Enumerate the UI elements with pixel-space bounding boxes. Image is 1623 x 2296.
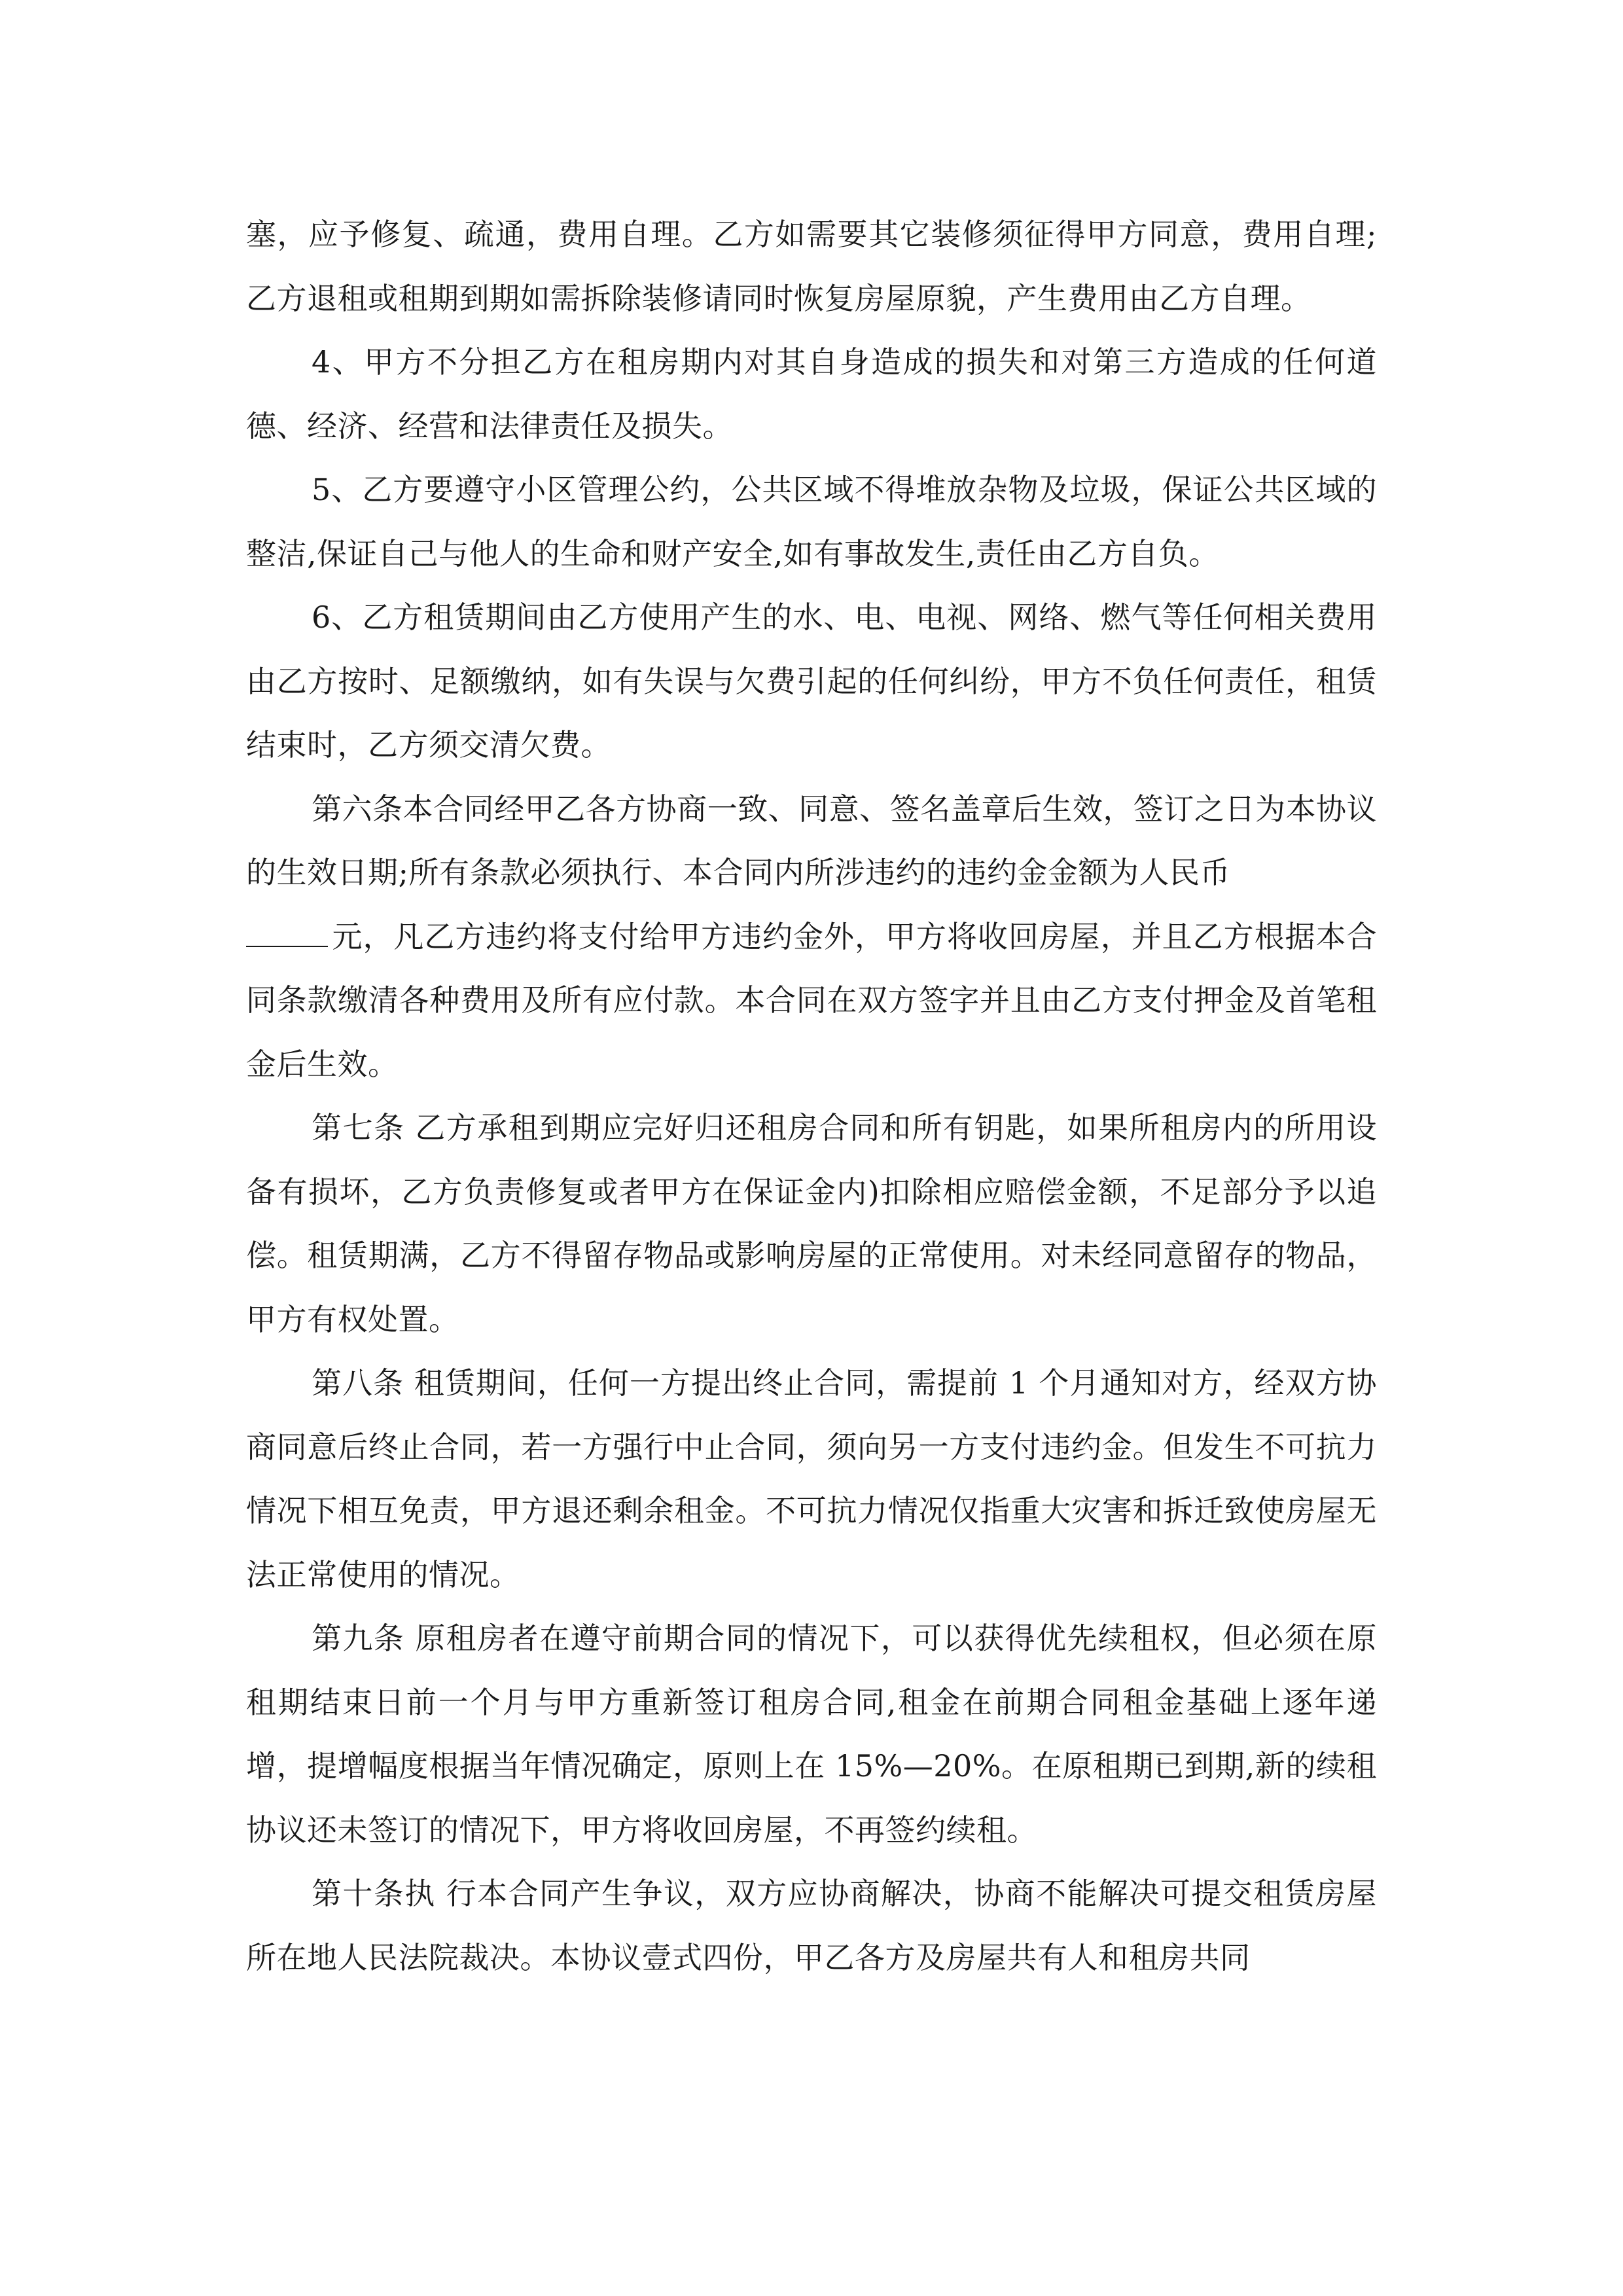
paragraph-clause-6: 6、乙方租赁期间由乙方使用产生的水、电、电视、网络、燃气等任何相关费用由乙方按时、足额缴纳，如有失误与欠费引起的任何纠纷，甲方不负任何责任，租赁结束时，乙方须交清欠费。 xyxy=(246,600,1377,762)
article-6-text-before-blank: 第六条本合同经甲乙各方协商一致、同意、签名盖章后生效，签订之日为本协议的生效日期;所有条款必须执行、本合同内所涉违约的违约金金额为人民币 xyxy=(246,791,1377,890)
paragraph-article-7: 第七条 乙方承租到期应完好归还租房合同和所有钥匙，如果所租房内的所用设备有损坏，乙方负责修复或者甲方在保证金内)扣除相应赔偿金额，不足部分予以追偿。租赁期满，乙方不得留存物品或影响房屋的正常使用。对未经同意留存的物品，甲方有权处置。 xyxy=(246,1110,1377,1337)
paragraph-article-8: 第八条 租赁期间，任何一方提出终止合同，需提前 1 个月通知对方，经双方协商同意后终止合同，若一方强行中止合同，须向另一方支付违约金。但发生不可抗力情况下相互免责，甲方退还剩余租金。不可抗力情况仅指重大灾害和拆迁致使房屋无法正常使用的情况。 xyxy=(246,1365,1377,1592)
paragraph-clause-5: 5、乙方要遵守小区管理公约，公共区域不得堆放杂物及垃圾，保证公共区域的整洁,保证自己与他人的生命和财产安全,如有事故发生,责任由乙方自负。 xyxy=(246,472,1377,571)
paragraph-article-10: 第十条执 行本合同产生争议，双方应协商解决，协商不能解决可提交租赁房屋所在地人民法院裁决。本协议壹式四份，甲乙各方及房屋共有人和租房共同 xyxy=(246,1876,1377,1975)
article-6-text-after-blank: 元，凡乙方违约将支付给甲方违约金外，甲方将收回房屋，并且乙方根据本合同条款缴清各种费用及所有应付款。本合同在双方签字并且由乙方支付押金及首笔租金后生效。 xyxy=(246,918,1377,1082)
paragraph-clause-4: 4、甲方不分担乙方在租房期内对其自身造成的损失和对第三方造成的任何道德、经济、经营和法律责任及损失。 xyxy=(246,344,1377,444)
paragraph-continued-clause: 塞，应予修复、疏通，费用自理。乙方如需要其它装修须征得甲方同意，费用自理;乙方退租或租期到期如需拆除装修请同时恢复房屋原貌，产生费用由乙方自理。 xyxy=(246,217,1377,316)
contract-body xyxy=(246,203,1377,1990)
amount-blank-line xyxy=(246,921,328,947)
paragraph-article-9: 第九条 原租房者在遵守前期合同的情况下，可以获得优先续租权，但必须在原租期结束日前一个月与甲方重新签订租房合同,租金在前期合同租金基础上逐年递增，提增幅度根据当年情况确定，原则上在 15%—20%。在原租期已到期,新的续租协议还未签订的情况下，甲方将收回房屋，不再签约续租。 xyxy=(246,1621,1377,1848)
paragraph-article-6 xyxy=(246,778,1377,1097)
